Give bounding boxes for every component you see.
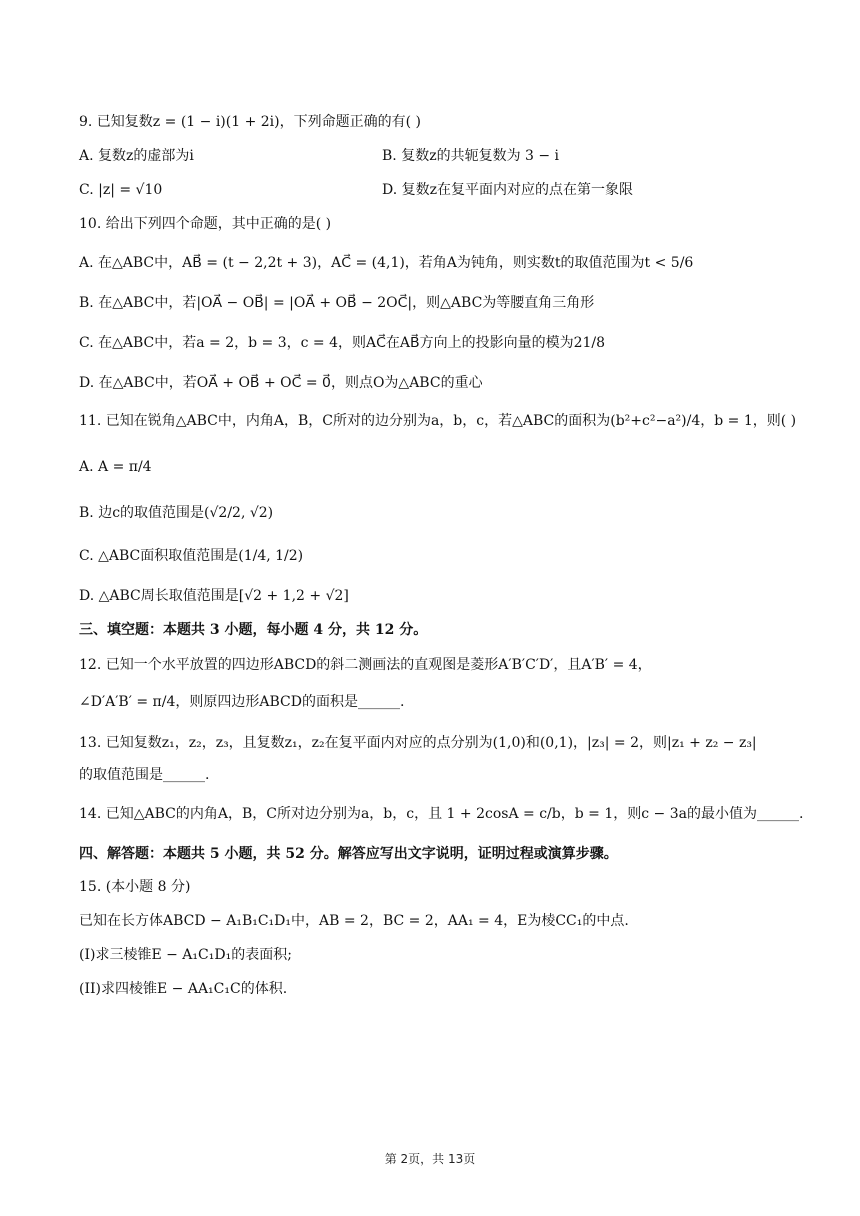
q15-title: 15. (本小题 8 分) — [79, 879, 191, 895]
q10-option-d: D. 在△ABC中，若OA⃗ + OB⃗ + OC⃗ = 0⃗，则点O为△ABC的重心 — [79, 375, 483, 391]
q9-option-b: B. 复数z的共轭复数为 3 − i — [382, 148, 560, 164]
q10-stem: 10. 给出下列四个命题，其中正确的是( ) — [79, 216, 332, 232]
q10-option-c: C. 在△ABC中，若a = 2，b = 3，c = 4，则AC⃗在AB⃗方向上的投影向量的模为21/8 — [79, 335, 606, 351]
q10-option-a: A. 在△ABC中，AB⃗ = (t − 2,2t + 3)，AC⃗ = (4,1)，若角A为钝角，则实数t的取值范围为t < 5/6 — [79, 255, 694, 271]
q11-option-b: B. 边c的取值范围是(√2/2, √2) — [79, 505, 274, 521]
section-heading-fill-in: 三、填空题：本题共 3 小题，每小题 4 分，共 12 分。 — [79, 622, 428, 638]
section-heading-answer: 四、解答题：本题共 5 小题，共 52 分。解答应写出文字说明，证明过程或演算步骤。 — [79, 846, 618, 862]
q15-part2: (II)求四棱锥E − AA₁C₁C的体积. — [79, 981, 288, 997]
q15-stem: 已知在长方体ABCD − A₁B₁C₁D₁中，AB = 2，BC = 2，AA₁ = 4，E为棱CC₁的中点. — [79, 913, 629, 929]
q13-line2: 的取值范围是______. — [79, 767, 210, 783]
q11-stem: 11. 已知在锐角△ABC中，内角A，B，C所对的边分别为a，b，c，若△ABC的面积为(b²+c²−a²)/4，b = 1，则( ) — [79, 413, 797, 429]
q9-option-c: C. |z| = √10 — [79, 182, 163, 198]
q11-option-a: A. A = π/4 — [79, 459, 152, 475]
q12-line1: 12. 已知一个水平放置的四边形ABCD的斜二测画法的直观图是菱形A′B′C′D′，且A′B′ = 4， — [79, 657, 652, 673]
q14-text: 14. 已知△ABC的内角A，B，C所对边分别为a，b，c，且 1 + 2cosA = c/b，b = 1，则c − 3a的最小值为______. — [79, 806, 804, 822]
q9-stem: 9. 已知复数z = (1 − i)(1 + 2i)，下列命题正确的有( ) — [79, 114, 421, 130]
q11-option-d: D. △ABC周长取值范围是[√2 + 1,2 + √2] — [79, 588, 349, 604]
q9-option-a: A. 复数z的虚部为i — [79, 148, 194, 164]
q11-option-c: C. △ABC面积取值范围是(1/4, 1/2) — [79, 548, 304, 564]
q9-option-d: D. 复数z在复平面内对应的点在第一象限 — [382, 182, 634, 198]
page-footer: 第 2页，共 13页 — [384, 1152, 476, 1166]
q13-line1: 13. 已知复数z₁，z₂，z₃，且复数z₁，z₂在复平面内对应的点分别为(1,0)和(0,1)，|z₃| = 2，则|z₁ + z₂ − z₃| — [79, 735, 757, 751]
q10-option-b: B. 在△ABC中，若|OA⃗ − OB⃗| = |OA⃗ + OB⃗ − 2OC⃗|，则△ABC为等腰直角三角形 — [79, 295, 595, 311]
q12-line2: ∠D′A′B′ = π/4，则原四边形ABCD的面积是______. — [79, 694, 405, 710]
q15-part1: (I)求三棱锥E − A₁C₁D₁的表面积; — [79, 947, 292, 963]
